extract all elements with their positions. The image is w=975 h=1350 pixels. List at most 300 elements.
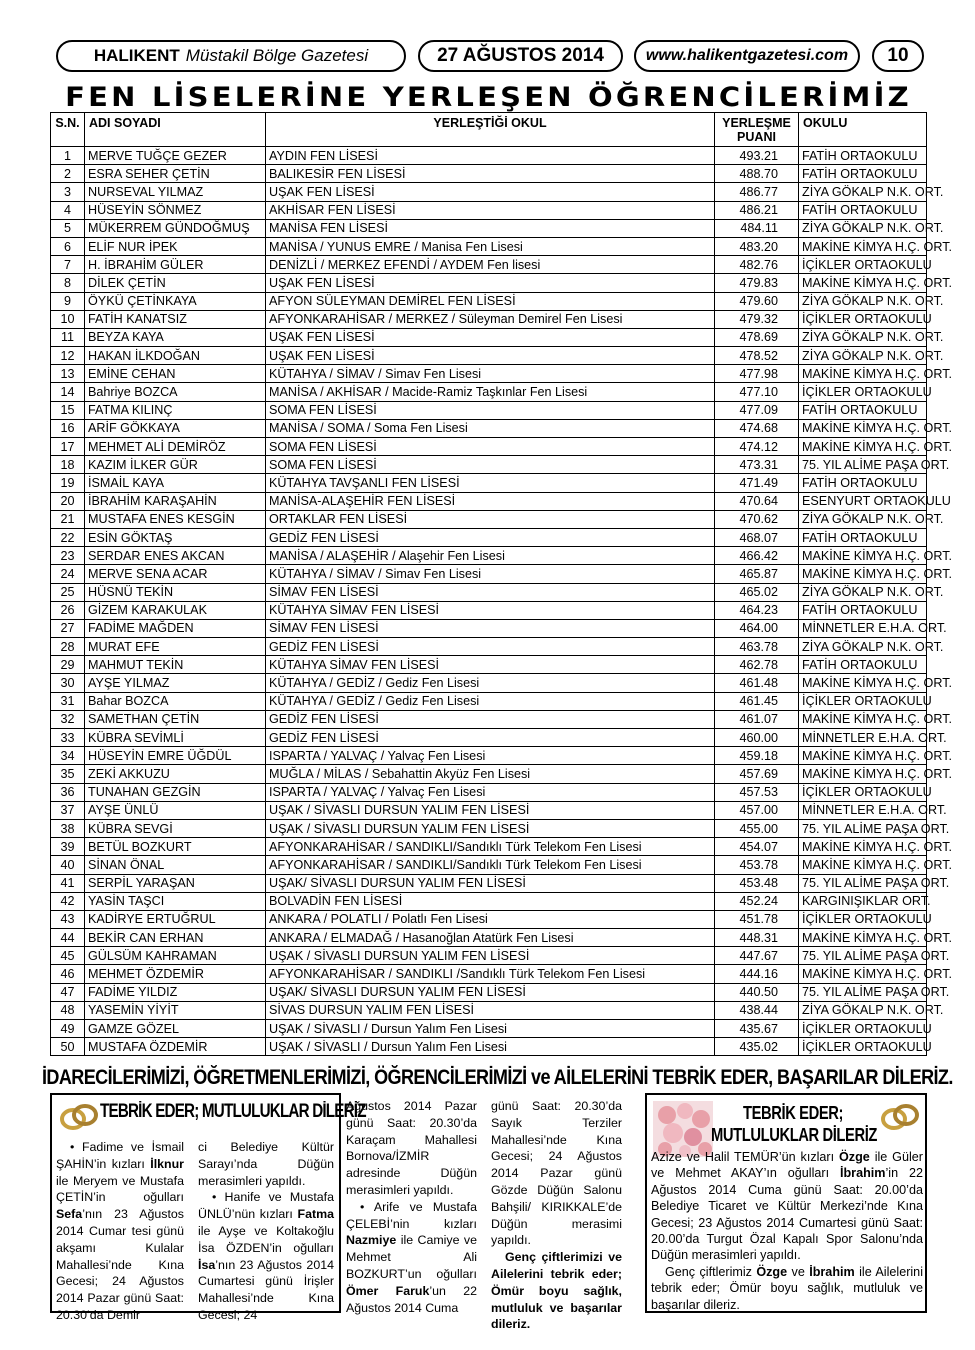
placed-school: AFYONKARAHİSAR / SANDIKLI/Sandıklı Türk Telekom Fen Lisesi — [266, 838, 715, 856]
paragraph — [346, 1199, 477, 1317]
student-name: İBRAHİM KARAŞAHİN — [85, 492, 266, 510]
text-run: ci Belediye Kültür Sarayı’nda Düğün merasimleri yapıldı. — [198, 1140, 334, 1188]
placement-score: 478.69 — [715, 328, 799, 346]
student-name: FATİH KANATSIZ — [85, 310, 266, 328]
student-name: SERPİL YARAŞAN — [85, 874, 266, 892]
row-number: 3 — [51, 183, 85, 201]
table-row — [51, 874, 927, 892]
table-row — [51, 419, 927, 437]
placement-score: 455.00 — [715, 819, 799, 837]
student-name: HAKAN İLKDOĞAN — [85, 347, 266, 365]
table-row — [51, 619, 927, 637]
row-number: 8 — [51, 274, 85, 292]
placement-score: 477.10 — [715, 383, 799, 401]
placement-score: 463.78 — [715, 638, 799, 656]
table-row — [51, 838, 927, 856]
row-number: 4 — [51, 201, 85, 219]
placed-school: GEDİZ FEN LİSESİ — [266, 638, 715, 656]
placed-school: MANİSA-ALAŞEHİR FEN LİSESİ — [266, 492, 715, 510]
placement-score: 486.21 — [715, 201, 799, 219]
placed-school: AFYON SÜLEYMAN DEMİREL FEN LİSESİ — [266, 292, 715, 310]
placement-score: 478.52 — [715, 347, 799, 365]
placement-score: 460.00 — [715, 729, 799, 747]
table-row — [51, 565, 927, 583]
placement-score: 461.48 — [715, 674, 799, 692]
table-row — [51, 310, 927, 328]
page-title: FEN LİSELERİNE YERLEŞEN ÖĞRENCİLERİMİZ — [65, 81, 912, 113]
text-run: Genç çiftlerimiz — [665, 1264, 757, 1279]
table-row — [51, 219, 927, 237]
previous-school: MAKİNE KİMYA H.Ç. ORT. — [799, 438, 927, 456]
student-name: ELİF NUR İPEK — [85, 237, 266, 255]
student-name: ÖYKÜ ÇETİNKAYA — [85, 292, 266, 310]
previous-school: 75. YIL ALİME PAŞA ORT. — [799, 874, 927, 892]
placed-school: AFYONKARAHİSAR / SANDIKLI /Sandıklı Türk Telekom Fen Lisesi — [266, 965, 715, 983]
highlighted-name: İbrahim — [809, 1264, 855, 1279]
placed-school: UŞAK FEN LİSESİ — [266, 328, 715, 346]
row-number: 14 — [51, 383, 85, 401]
placed-school: GEDİZ FEN LİSESİ — [266, 710, 715, 728]
placed-school: ORTAKLAR FEN LİSESİ — [266, 510, 715, 528]
row-number: 28 — [51, 638, 85, 656]
row-number: 33 — [51, 729, 85, 747]
previous-school: MAKİNE KİMYA H.Ç. ORT. — [799, 419, 927, 437]
placement-score: 465.87 — [715, 565, 799, 583]
previous-school: MAKİNE KİMYA H.Ç. ORT. — [799, 929, 927, 947]
previous-school: FATİH ORTAOKULU — [799, 474, 927, 492]
previous-school: MAKİNE KİMYA H.Ç. ORT. — [799, 274, 927, 292]
placement-score: 457.53 — [715, 783, 799, 801]
table-row — [51, 274, 927, 292]
previous-school: ZİYA GÖKALP N.K. ORT. — [799, 219, 927, 237]
notice-column-4 — [491, 1098, 622, 1333]
previous-school: MAKİNE KİMYA H.Ç. ORT. — [799, 565, 927, 583]
placement-score: 447.67 — [715, 947, 799, 965]
placement-score: 435.02 — [715, 1038, 799, 1056]
table-row — [51, 801, 927, 819]
placement-score: 479.32 — [715, 310, 799, 328]
header-okulu: OKULU — [799, 113, 927, 147]
placement-score: 459.18 — [715, 747, 799, 765]
student-name: BETÜL BOZKURT — [85, 838, 266, 856]
notice-column-2 — [198, 1139, 334, 1324]
header-score-line1: YERLEŞME — [722, 116, 791, 130]
text-run: günü Saat: 20.30’da Sayık Terziler Mahallesi’nde Kına Gecesi; 24 Ağustos 2014 Pazar günü Gözde Düğün Salonu Bahşili/ KIRIKKALE’de Düğün merasimi yapıldı. — [491, 1099, 622, 1248]
paragraph — [198, 1139, 334, 1189]
placed-school: MANİSA / AKHİSAR / Macide-Ramiz Taşkınlar Fen Lisesi — [266, 383, 715, 401]
table-row — [51, 237, 927, 255]
row-number: 25 — [51, 583, 85, 601]
student-name: İSMAİL KAYA — [85, 474, 266, 492]
paragraph — [491, 1098, 622, 1249]
table-row — [51, 856, 927, 874]
previous-school: FATİH ORTAOKULU — [799, 601, 927, 619]
previous-school: 75. YIL ALİME PAŞA ORT. — [799, 819, 927, 837]
highlighted-name: Sefa — [56, 1207, 83, 1222]
student-name: EMİNE CEHAN — [85, 365, 266, 383]
student-name: Bahriye BOZCA — [85, 383, 266, 401]
placement-score: 444.16 — [715, 965, 799, 983]
previous-school: MAKİNE KİMYA H.Ç. ORT. — [799, 747, 927, 765]
row-number: 32 — [51, 710, 85, 728]
table-row — [51, 674, 927, 692]
row-number: 15 — [51, 401, 85, 419]
table-row — [51, 528, 927, 546]
table-row — [51, 201, 927, 219]
previous-school: MAKİNE KİMYA H.Ç. ORT. — [799, 965, 927, 983]
placement-score: 486.77 — [715, 183, 799, 201]
row-number: 36 — [51, 783, 85, 801]
paragraph — [651, 1264, 923, 1313]
placement-score: 477.98 — [715, 365, 799, 383]
brand-tagline: Müstakil Bölge Gazetesi — [185, 46, 369, 65]
placed-school: MUĞLA / MİLAS / Sebahattin Akyüz Fen Lisesi — [266, 765, 715, 783]
student-name: NURSEVAL YILMAZ — [85, 183, 266, 201]
placement-score: 479.60 — [715, 292, 799, 310]
placement-score: 457.69 — [715, 765, 799, 783]
placement-score: 488.70 — [715, 165, 799, 183]
notice-body — [651, 1149, 923, 1313]
previous-school: ZİYA GÖKALP N.K. ORT. — [799, 292, 927, 310]
student-name: MAHMUT TEKİN — [85, 656, 266, 674]
previous-school: MAKİNE KİMYA H.Ç. ORT. — [799, 237, 927, 255]
previous-school: İÇİKLER ORTAOKULU — [799, 383, 927, 401]
table-row — [51, 401, 927, 419]
placement-score: 484.11 — [715, 219, 799, 237]
text-run: • Hanife ve Mustafa ÜNLÜ’nün kızları — [198, 1190, 334, 1222]
highlighted-name: İsa — [198, 1257, 216, 1272]
previous-school: İÇİKLER ORTAOKULU — [799, 692, 927, 710]
table-row — [51, 910, 927, 928]
row-number: 19 — [51, 474, 85, 492]
text-run: ’nın 23 Ağustos 2014 Cumartesi günü İrişler Mahallesi’nde Kına Gecesi; 24 — [198, 1257, 334, 1322]
placed-school: UŞAK/ SİVASLI DURSUN YALIM FEN LİSESİ — [266, 874, 715, 892]
notice-title-line1: TEBRİK EDER; — [743, 1103, 844, 1123]
row-number: 24 — [51, 565, 85, 583]
wedding-rings-icon — [879, 1101, 921, 1133]
previous-school: ZİYA GÖKALP N.K. ORT. — [799, 183, 927, 201]
placed-school: KÜTAHYA / SİMAV / Simav Fen Lisesi — [266, 565, 715, 583]
paragraph — [56, 1139, 184, 1324]
student-name: KADİRYE ERTUĞRUL — [85, 910, 266, 928]
header-school: YERLEŞTİĞİ OKUL — [266, 113, 715, 147]
placed-school: MANİSA / SOMA / Soma Fen Lisesi — [266, 419, 715, 437]
placed-school: UŞAK / SİVASLI DURSUN YALIM FEN LİSESİ — [266, 801, 715, 819]
placed-school: BALIKESİR FEN LİSESİ — [266, 165, 715, 183]
highlighted-name: Özge — [839, 1150, 870, 1164]
previous-school: İÇİKLER ORTAOKULU — [799, 1020, 927, 1038]
previous-school: ZİYA GÖKALP N.K. ORT. — [799, 1001, 927, 1019]
placement-score: 474.12 — [715, 438, 799, 456]
student-name: GİZEM KARAKULAK — [85, 601, 266, 619]
text-run: ile Ayşe ve Koltakoğlu İsa ÖZDEN’in oğulları — [198, 1223, 334, 1255]
table-row — [51, 583, 927, 601]
placed-school: AYDIN FEN LİSESİ — [266, 147, 715, 165]
placement-score: 465.02 — [715, 583, 799, 601]
website-url: www.halikentgazetesi.com — [634, 40, 860, 72]
row-number: 41 — [51, 874, 85, 892]
text-run: ile Güler ve Mehmet AKAY’ın oğulları — [651, 1150, 923, 1181]
placement-score: 464.23 — [715, 601, 799, 619]
student-name: HÜSEYİN EMRE ÜĞDÜL — [85, 747, 266, 765]
placement-score: 470.64 — [715, 492, 799, 510]
highlighted-name: İlknur — [150, 1156, 184, 1171]
table-header-row — [51, 113, 927, 147]
row-number: 26 — [51, 601, 85, 619]
row-number: 40 — [51, 856, 85, 874]
table-row — [51, 819, 927, 837]
row-number: 44 — [51, 929, 85, 947]
placement-score: 451.78 — [715, 910, 799, 928]
placement-score: 453.78 — [715, 856, 799, 874]
placement-score: 462.78 — [715, 656, 799, 674]
table-row — [51, 947, 927, 965]
student-name: GÜLSÜM KAHRAMAN — [85, 947, 266, 965]
previous-school: MAKİNE KİMYA H.Ç. ORT. — [799, 765, 927, 783]
student-name: ARİF GÖKKAYA — [85, 419, 266, 437]
highlighted-name: İbrahim — [839, 1166, 886, 1181]
student-name: ESİN GÖKTAŞ — [85, 528, 266, 546]
student-name: SAMETHAN ÇETİN — [85, 710, 266, 728]
placement-score: 466.42 — [715, 547, 799, 565]
text-run: • Arife ve Mustafa ÇELEBİ’nin kızları — [346, 1199, 477, 1231]
student-name: KAZIM İLKER GÜR — [85, 456, 266, 474]
student-name: KÜBRA SEVGİ — [85, 819, 266, 837]
placed-school: KÜTAHYA / SİMAV / Simav Fen Lisesi — [266, 365, 715, 383]
student-name: AYŞE YILMAZ — [85, 674, 266, 692]
page-number: 10 — [872, 40, 924, 72]
highlighted-name: Özge — [756, 1264, 788, 1279]
table-row — [51, 183, 927, 201]
student-name: SERDAR ENES AKCAN — [85, 547, 266, 565]
placement-score: 493.21 — [715, 147, 799, 165]
text-run: ’in 22 Ağustos 2014 Cuma günü Saat: 20.00’da Belediye Ticaret ve Kültür Merkezi’nde Kına Gecesi; 23 Ağustos 2014 Cumartesi günü Saat: 20.00’da Turgut Özal Kapalı Spor Salonu’nda Düğün merasimleri yapıldı. — [651, 1166, 923, 1263]
student-name: H. İBRAHİM GÜLER — [85, 256, 266, 274]
placement-score: 452.24 — [715, 892, 799, 910]
placed-school: AFYONKARAHİSAR / MERKEZ / Süleyman Demirel Fen Lisesi — [266, 310, 715, 328]
table-row — [51, 365, 927, 383]
row-number: 30 — [51, 674, 85, 692]
student-name: MERVE TUĞÇE GEZER — [85, 147, 266, 165]
table-row — [51, 765, 927, 783]
row-number: 11 — [51, 328, 85, 346]
placement-score: 464.00 — [715, 619, 799, 637]
placement-score: 479.83 — [715, 274, 799, 292]
table-row — [51, 492, 927, 510]
row-number: 38 — [51, 819, 85, 837]
student-name: DİLEK ÇETİN — [85, 274, 266, 292]
placement-score: 473.31 — [715, 456, 799, 474]
row-number: 46 — [51, 965, 85, 983]
highlighted-name: Genç çiftlerimizi ve Ailelerini tebrik eder; Ömür boyu sağlık, mutluluk ve başarılar dileriz. — [491, 1250, 622, 1332]
row-number: 39 — [51, 838, 85, 856]
brand-pill — [56, 40, 406, 72]
placed-school: UŞAK FEN LİSESİ — [266, 274, 715, 292]
placed-school: UŞAK FEN LİSESİ — [266, 347, 715, 365]
text-run: ile Meryem ve Mustafa ÇETİN’in oğulları — [56, 1173, 184, 1205]
placed-school: BOLVADİN FEN LİSESİ — [266, 892, 715, 910]
student-name: FADİME YILDIZ — [85, 983, 266, 1001]
previous-school: FATİH ORTAOKULU — [799, 401, 927, 419]
table-row — [51, 438, 927, 456]
student-name: SİNAN ÖNAL — [85, 856, 266, 874]
row-number: 16 — [51, 419, 85, 437]
table-row — [51, 783, 927, 801]
student-name: MUSTAFA ÖZDEMİR — [85, 1038, 266, 1056]
row-number: 48 — [51, 1001, 85, 1019]
row-number: 37 — [51, 801, 85, 819]
row-number: 12 — [51, 347, 85, 365]
placement-score: 474.68 — [715, 419, 799, 437]
table-row — [51, 328, 927, 346]
placed-school: AFYONKARAHİSAR / SANDIKLI/Sandıklı Türk Telekom Fen Lisesi — [266, 856, 715, 874]
header-score — [715, 113, 799, 147]
text-run: ’un 22 Ağustos 2014 Cuma — [346, 1283, 477, 1315]
placement-score: 435.67 — [715, 1020, 799, 1038]
placed-school: KÜTAHYA TAVŞANLI FEN LİSESİ — [266, 474, 715, 492]
table-row — [51, 547, 927, 565]
placed-school: UŞAK / SİVASLI DURSUN YALIM FEN LİSESİ — [266, 819, 715, 837]
placement-score: 448.31 — [715, 929, 799, 947]
placed-school: SOMA FEN LİSESİ — [266, 401, 715, 419]
student-name: ZEKİ AKKUZU — [85, 765, 266, 783]
previous-school: FATİH ORTAOKULU — [799, 165, 927, 183]
row-number: 23 — [51, 547, 85, 565]
student-name: HÜSEYİN SÖNMEZ — [85, 201, 266, 219]
table-row — [51, 638, 927, 656]
text-run: • Fadime ve İsmail — [70, 1140, 184, 1154]
row-number: 45 — [51, 947, 85, 965]
paragraph — [491, 1249, 622, 1333]
table-row — [51, 729, 927, 747]
row-number: 10 — [51, 310, 85, 328]
previous-school: MAKİNE KİMYA H.Ç. ORT. — [799, 674, 927, 692]
row-number: 49 — [51, 1020, 85, 1038]
placed-school: ANKARA / ELMADAĞ / Hasanoğlan Atatürk Fen Lisesi — [266, 929, 715, 947]
table-row — [51, 710, 927, 728]
placement-score: 457.00 — [715, 801, 799, 819]
text-run: ile Camiye ve Mehmet Ali BOZKURT’un oğulları — [346, 1233, 477, 1281]
placement-score: 438.44 — [715, 1001, 799, 1019]
previous-school: İÇİKLER ORTAOKULU — [799, 783, 927, 801]
table-row — [51, 656, 927, 674]
row-number: 9 — [51, 292, 85, 310]
previous-school: 75. YIL ALİME PAŞA ORT. — [799, 456, 927, 474]
table-row — [51, 601, 927, 619]
student-name: HÜSNÜ TEKİN — [85, 583, 266, 601]
masthead-bar — [50, 38, 927, 78]
row-number: 20 — [51, 492, 85, 510]
table-row — [51, 383, 927, 401]
row-number: 22 — [51, 528, 85, 546]
notice-title: TEBRİK EDER; MUTLULUKLAR DİLERİZ — [100, 1101, 366, 1122]
row-number: 31 — [51, 692, 85, 710]
previous-school: MİNNETLER E.H.A. ORT. — [799, 619, 927, 637]
table-body — [51, 147, 952, 1056]
text-run: ile Ailelerini tebrik eder; Ömür boyu sağlık, mutluluk ve başarılar dileriz. — [651, 1264, 923, 1312]
row-number: 1 — [51, 147, 85, 165]
previous-school: KARGINIŞIKLAR ORT. — [799, 892, 927, 910]
table-row — [51, 1020, 927, 1038]
student-name: MUSTAFA ENES KESGİN — [85, 510, 266, 528]
placed-school: UŞAK / SİVASLI DURSUN YALIM FEN LİSESİ — [266, 947, 715, 965]
placed-school: KÜTAHYA / GEDİZ / Gediz Fen Lisesi — [266, 692, 715, 710]
placement-score: 477.09 — [715, 401, 799, 419]
row-number: 27 — [51, 619, 85, 637]
placed-school: KÜTAHYA SİMAV FEN LİSESİ — [266, 601, 715, 619]
student-name: BEYZA KAYA — [85, 328, 266, 346]
row-number: 21 — [51, 510, 85, 528]
row-number: 17 — [51, 438, 85, 456]
student-name: BEKİR CAN ERHAN — [85, 929, 266, 947]
notice-title-line2: MUTLULUKLAR DİLERİZ — [711, 1125, 878, 1145]
text-run: ’nın 23 Ağustos 2014 Cumar tesi günü akşamı Kulalar Mahallesi’nde Kına Gecesi; 24 Ağustos 2014 Pazar günü Saat: 20.30’da Demir — [56, 1207, 184, 1322]
header-sn: S.N. — [51, 113, 85, 147]
placement-score: 453.48 — [715, 874, 799, 892]
row-number: 6 — [51, 237, 85, 255]
table-row — [51, 965, 927, 983]
previous-school: ZİYA GÖKALP N.K. ORT. — [799, 583, 927, 601]
table-row — [51, 892, 927, 910]
placed-school: AKHİSAR FEN LİSESİ — [266, 201, 715, 219]
placed-school: DENİZLİ / MERKEZ EFENDİ / AYDEM Fen lisesi — [266, 256, 715, 274]
placement-score: 470.62 — [715, 510, 799, 528]
table-row — [51, 983, 927, 1001]
table-row — [51, 474, 927, 492]
previous-school: FATİH ORTAOKULU — [799, 528, 927, 546]
paragraph — [346, 1098, 477, 1199]
table-row — [51, 692, 927, 710]
table-row — [51, 747, 927, 765]
student-name: MÜKERREM GÜNDOĞMUŞ — [85, 219, 266, 237]
table-row — [51, 510, 927, 528]
previous-school: MAKİNE KİMYA H.Ç. ORT. — [799, 856, 927, 874]
student-name: KÜBRA SEVİMLİ — [85, 729, 266, 747]
row-number: 5 — [51, 219, 85, 237]
student-name: MEHMET ALİ DEMİRÖZ — [85, 438, 266, 456]
table-row — [51, 165, 927, 183]
student-name: Bahar BOZCA — [85, 692, 266, 710]
row-number: 42 — [51, 892, 85, 910]
placed-school: MANİSA FEN LİSESİ — [266, 219, 715, 237]
text-run: Azize ve Halil TEMÜR’ün kızları — [651, 1150, 839, 1164]
placed-school: UŞAK / SİVASLI / Dursun Yalım Fen Lisesi — [266, 1038, 715, 1056]
text-run: ŞAHİN — [56, 1156, 94, 1171]
placement-score: 461.45 — [715, 692, 799, 710]
placed-school: ISPARTA / YALVAÇ / Yalvaç Fen Lisesi — [266, 783, 715, 801]
results-table — [50, 112, 952, 1056]
previous-school: FATİH ORTAOKULU — [799, 147, 927, 165]
student-name: AYŞE ÜNLÜ — [85, 801, 266, 819]
placed-school: ISPARTA / YALVAÇ / Yalvaç Fen Lisesi — [266, 747, 715, 765]
table-row — [51, 147, 927, 165]
previous-school: MİNNETLER E.H.A. ORT. — [799, 801, 927, 819]
row-number: 2 — [51, 165, 85, 183]
row-number: 13 — [51, 365, 85, 383]
previous-school: ZİYA GÖKALP N.K. ORT. — [799, 510, 927, 528]
notice-column-3 — [346, 1098, 477, 1316]
previous-school: İÇİKLER ORTAOKULU — [799, 310, 927, 328]
placed-school: SOMA FEN LİSESİ — [266, 456, 715, 474]
text-run: ve — [787, 1264, 810, 1279]
paragraph — [651, 1149, 923, 1264]
row-number: 18 — [51, 456, 85, 474]
row-number: 29 — [51, 656, 85, 674]
placed-school: MANİSA / YUNUS EMRE / Manisa Fen Lisesi — [266, 237, 715, 255]
row-number: 47 — [51, 983, 85, 1001]
table-row — [51, 929, 927, 947]
wedding-notice-left — [50, 1093, 366, 1322]
